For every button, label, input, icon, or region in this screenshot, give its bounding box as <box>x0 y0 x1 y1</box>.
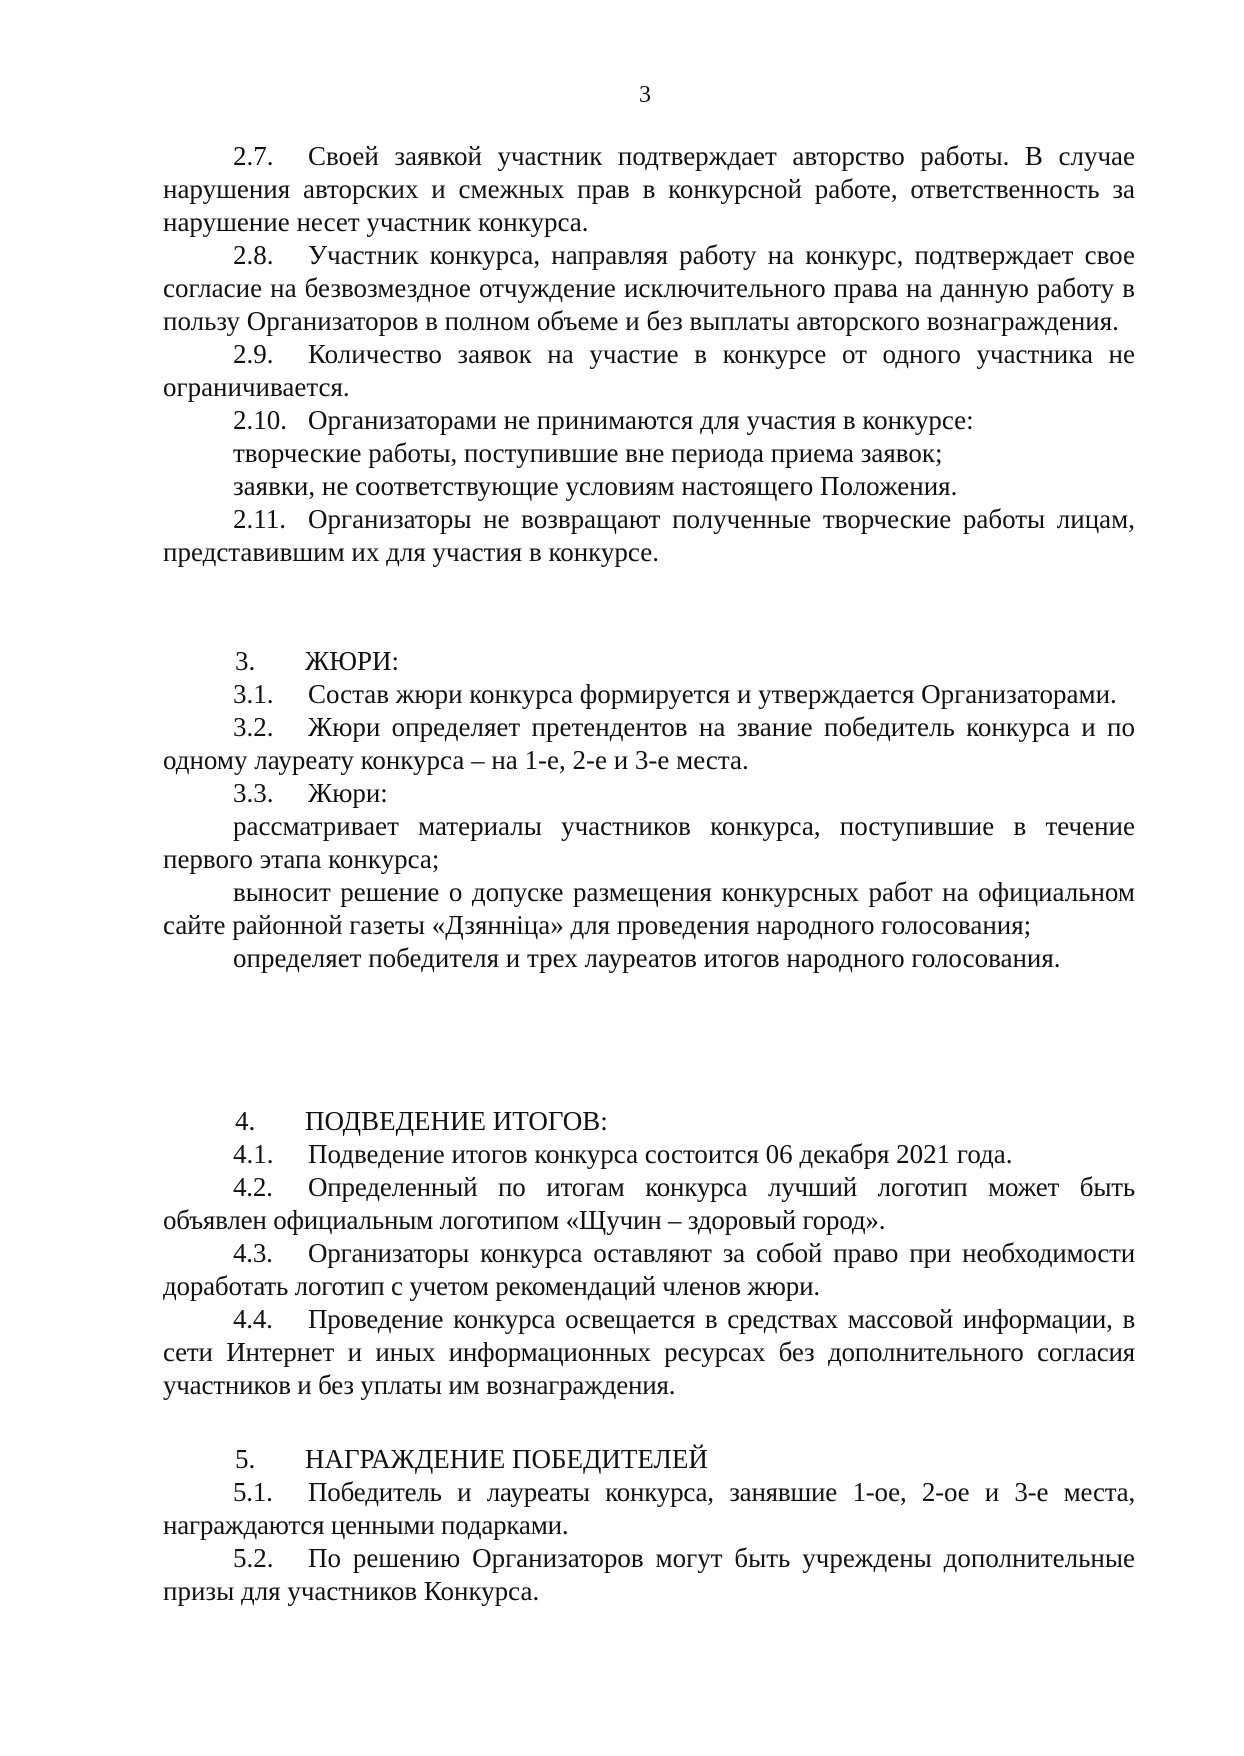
clause-2-8 <box>163 239 1135 338</box>
clause-text: Подведение итогов конкурса состоится 06 декабря 2021 года. <box>308 1139 1013 1169</box>
clause-number: 2.9. <box>233 339 274 369</box>
clause-4-3 <box>163 1237 1135 1303</box>
clause-3-1 <box>163 678 1135 711</box>
section-4-heading <box>163 1105 1135 1138</box>
clause-4-2 <box>163 1171 1135 1237</box>
clause-3-3-item-1: рассматривает материалы участников конкурса, поступившие в течение первого этапа конкурса; <box>163 811 1135 874</box>
page-number: 3 <box>639 82 651 108</box>
clause-5-1 <box>163 1476 1135 1542</box>
clause-text: Победитель и лауреаты конкурса, занявшие 1-ое, 2-ое и 3-е места, награждаются ценными подарками. <box>163 1477 1135 1540</box>
clause-3-3-item-3: определяет победителя и трех лауреатов итогов народного голосования. <box>233 943 1061 973</box>
clause-number: 4.3. <box>233 1238 273 1268</box>
section-2-continued <box>163 140 1135 569</box>
section-number: 3. <box>235 646 256 676</box>
section-title: ЖЮРИ: <box>305 646 399 676</box>
section-title: ПОДВЕДЕНИЕ ИТОГОВ: <box>305 1106 608 1136</box>
clause-number: 2.8. <box>233 240 274 270</box>
clause-number: 5.1. <box>233 1477 273 1507</box>
clause-3-3 <box>163 777 1135 810</box>
clause-text: Своей заявкой участник подтверждает авторство работы. В случае нарушения авторских и смежных прав в конкурсной работе, ответственность за нарушение несет участник конкурса. <box>163 141 1135 237</box>
clause-number: 3.3. <box>233 778 274 808</box>
clause-4-1 <box>163 1138 1135 1171</box>
clause-5-2 <box>163 1542 1135 1608</box>
section-number: 5. <box>235 1444 256 1474</box>
clause-text: Участник конкурса, направляя работу на конкурс, подтверждает свое согласие на безвозмездное отчуждение исключительного права на данную работу в пользу Организаторов в полном объеме и без выплаты авторского вознаграждения. <box>163 240 1135 336</box>
clause-2-11 <box>163 503 1135 569</box>
clause-number: 2.11. <box>233 504 286 534</box>
section-5-heading <box>163 1443 1135 1476</box>
clause-text: Организаторами не принимаются для участия в конкурсе: <box>308 405 974 435</box>
clause-2-10 <box>163 404 1135 437</box>
clause-4-4 <box>163 1303 1135 1402</box>
clause-2-7 <box>163 140 1135 239</box>
clause-text: Определенный по итогам конкурса лучший логотип может быть объявлен официальным логотипом «Щучин – здоровый город». <box>163 1172 1135 1235</box>
clause-2-9 <box>163 338 1135 404</box>
section-3-heading <box>163 645 1135 678</box>
clause-2-10-item-1: творческие работы, поступившие вне периода приема заявок; <box>233 438 943 468</box>
clause-text: Организаторы конкурса оставляют за собой право при необходимости доработать логотип с учетом рекомендаций членов жюри. <box>163 1238 1135 1301</box>
clause-text: Жюри определяет претендентов на звание победитель конкурса и по одному лауреату конкурса – на 1-е, 2-е и 3-е места. <box>163 712 1135 775</box>
clause-number: 4.2. <box>233 1172 273 1202</box>
section-4 <box>163 1105 1135 1402</box>
clause-3-3-item-2: выносит решение о допуске размещения конкурсных работ на официальном сайте районной газеты «Дзяннiца» для проведения народного голосования; <box>163 877 1135 940</box>
section-number: 4. <box>235 1106 256 1136</box>
clause-3-2 <box>163 711 1135 777</box>
clause-text: Организаторы не возвращают полученные творческие работы лицам, представившим их для участия в конкурсе. <box>163 504 1135 567</box>
clause-number: 2.7. <box>233 141 274 171</box>
clause-number: 4.1. <box>233 1139 274 1169</box>
clause-text: Состав жюри конкурса формируется и утверждается Организаторами. <box>308 679 1117 709</box>
section-5 <box>163 1443 1135 1608</box>
clause-2-10-item-2: заявки, не соответствующие условиям настоящего Положения. <box>233 471 958 501</box>
clause-number: 3.1. <box>233 679 274 709</box>
clause-number: 5.2. <box>233 1543 274 1573</box>
clause-text: Количество заявок на участие в конкурсе от одного участника не ограничивается. <box>163 339 1135 402</box>
clause-text: Проведение конкурса освещается в средствах массовой информации, в сети Интернет и иных информационных ресурсах без дополнительного согласия участников и без уплаты им вознаграждения. <box>163 1304 1135 1400</box>
section-title: НАГРАЖДЕНИЕ ПОБЕДИТЕЛЕЙ <box>305 1444 708 1474</box>
clause-number: 3.2. <box>233 712 274 742</box>
clause-text: Жюри: <box>308 778 388 808</box>
section-3 <box>163 645 1135 975</box>
clause-number: 2.10. <box>233 405 287 435</box>
clause-text: По решению Организаторов могут быть учреждены дополнительные призы для участников Конкурса. <box>163 1543 1135 1606</box>
clause-number: 4.4. <box>233 1304 273 1334</box>
